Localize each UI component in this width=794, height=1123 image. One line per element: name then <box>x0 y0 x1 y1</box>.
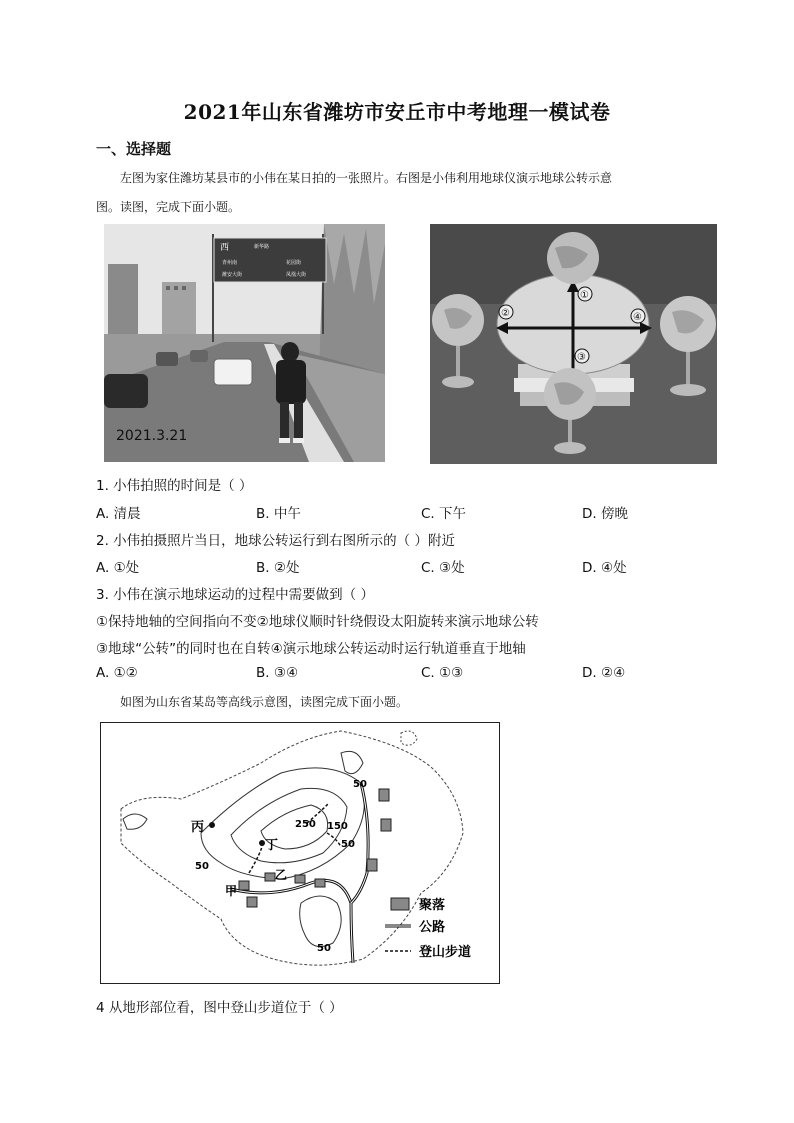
legend-settlement-icon <box>391 898 409 910</box>
map-intro: 如图为山东省某岛等高线示意图，读图完成下面小题。 <box>120 695 409 709</box>
sign-road-1: 新华路 <box>254 244 270 250</box>
q1-option-c[interactable]: C. 下午 <box>421 506 467 522</box>
orbit-label-4: ④ <box>633 312 642 323</box>
globe-top <box>547 232 599 284</box>
question-3-stem: 3. 小伟在演示地球运动的过程中需要做到（ ） <box>96 587 374 603</box>
place-yi: 乙 <box>275 868 288 882</box>
street-photo <box>104 224 385 462</box>
question-4-stem: 4 从地形部位看，图中登山步道位于（ ） <box>96 1000 343 1016</box>
photo-date-stamp: 2021.3.21 <box>116 428 188 444</box>
contour-label-50c: 50 <box>195 861 209 872</box>
q2-option-c[interactable]: C. ③处 <box>421 560 465 576</box>
contour-label-150: 150 <box>327 821 348 832</box>
question-1-stem: 1. 小伟拍照的时间是（ ） <box>96 478 253 494</box>
contour-map <box>100 722 500 984</box>
place-bing: 丙 <box>191 820 205 835</box>
contour-label-50d: 50 <box>317 943 331 954</box>
q3-option-a[interactable]: A. ①② <box>96 665 138 681</box>
place-jia: 甲 <box>225 884 238 898</box>
legend-road-label: 公路 <box>419 920 446 935</box>
legend-settlement-label: 聚落 <box>419 898 446 913</box>
contour-label-50a: 50 <box>353 779 367 790</box>
q2-option-d[interactable]: D. ④处 <box>582 560 627 576</box>
sign-road-5: 凤凰大街 <box>286 272 307 278</box>
q1-option-b[interactable]: B. 中午 <box>256 506 301 522</box>
q3-option-c[interactable]: C. ①③ <box>421 665 464 681</box>
q2-option-a[interactable]: A. ①处 <box>96 560 140 576</box>
page-title: 2021年山东省潍坊市安丘市中考地理一模试卷 <box>183 100 611 124</box>
q3-option-b[interactable]: B. ③④ <box>256 665 299 681</box>
q3-option-d[interactable]: D. ②④ <box>582 665 626 681</box>
legend-trail-label: 登山步道 <box>419 945 472 960</box>
globe-demo-photo <box>430 224 717 464</box>
section-heading: 一、选择题 <box>96 140 172 158</box>
q3-statement-2: ③地球“公转”的同时也在自转④演示地球公转运动时运行轨道垂直于地轴 <box>96 641 526 657</box>
sign-road-2: 青州南 <box>222 260 238 266</box>
question-2-stem: 2. 小伟拍摄照片当日，地球公转运行到右图所示的（ ）附近 <box>96 533 455 549</box>
intro-line-1: 左图为家住潍坊某县市的小伟在某日拍的一张照片。右图是小伟利用地球仪演示地球公转示意 <box>120 171 613 185</box>
sign-direction: 西 <box>220 243 230 253</box>
intro-line-2: 图。读图，完成下面小题。 <box>96 200 241 214</box>
contour-label-50b: 50 <box>341 839 355 850</box>
q1-option-a[interactable]: A. 清晨 <box>96 506 141 522</box>
orbit-label-1: ① <box>580 290 589 301</box>
q1-option-d[interactable]: D. 傍晚 <box>582 506 628 522</box>
sign-road-4: 潍安大街 <box>222 272 243 278</box>
orbit-label-2: ② <box>501 308 510 319</box>
orbit-label-3: ③ <box>577 352 586 363</box>
contour-label-250: 250 <box>295 819 316 830</box>
q2-option-b[interactable]: B. ②处 <box>256 560 300 576</box>
q3-statement-1: ①保持地轴的空间指向不变②地球仪顺时针绕假设太阳旋转来演示地球公转 <box>96 614 539 630</box>
place-ding: 丁 <box>265 838 279 853</box>
sign-road-3: 花园街 <box>286 260 302 266</box>
